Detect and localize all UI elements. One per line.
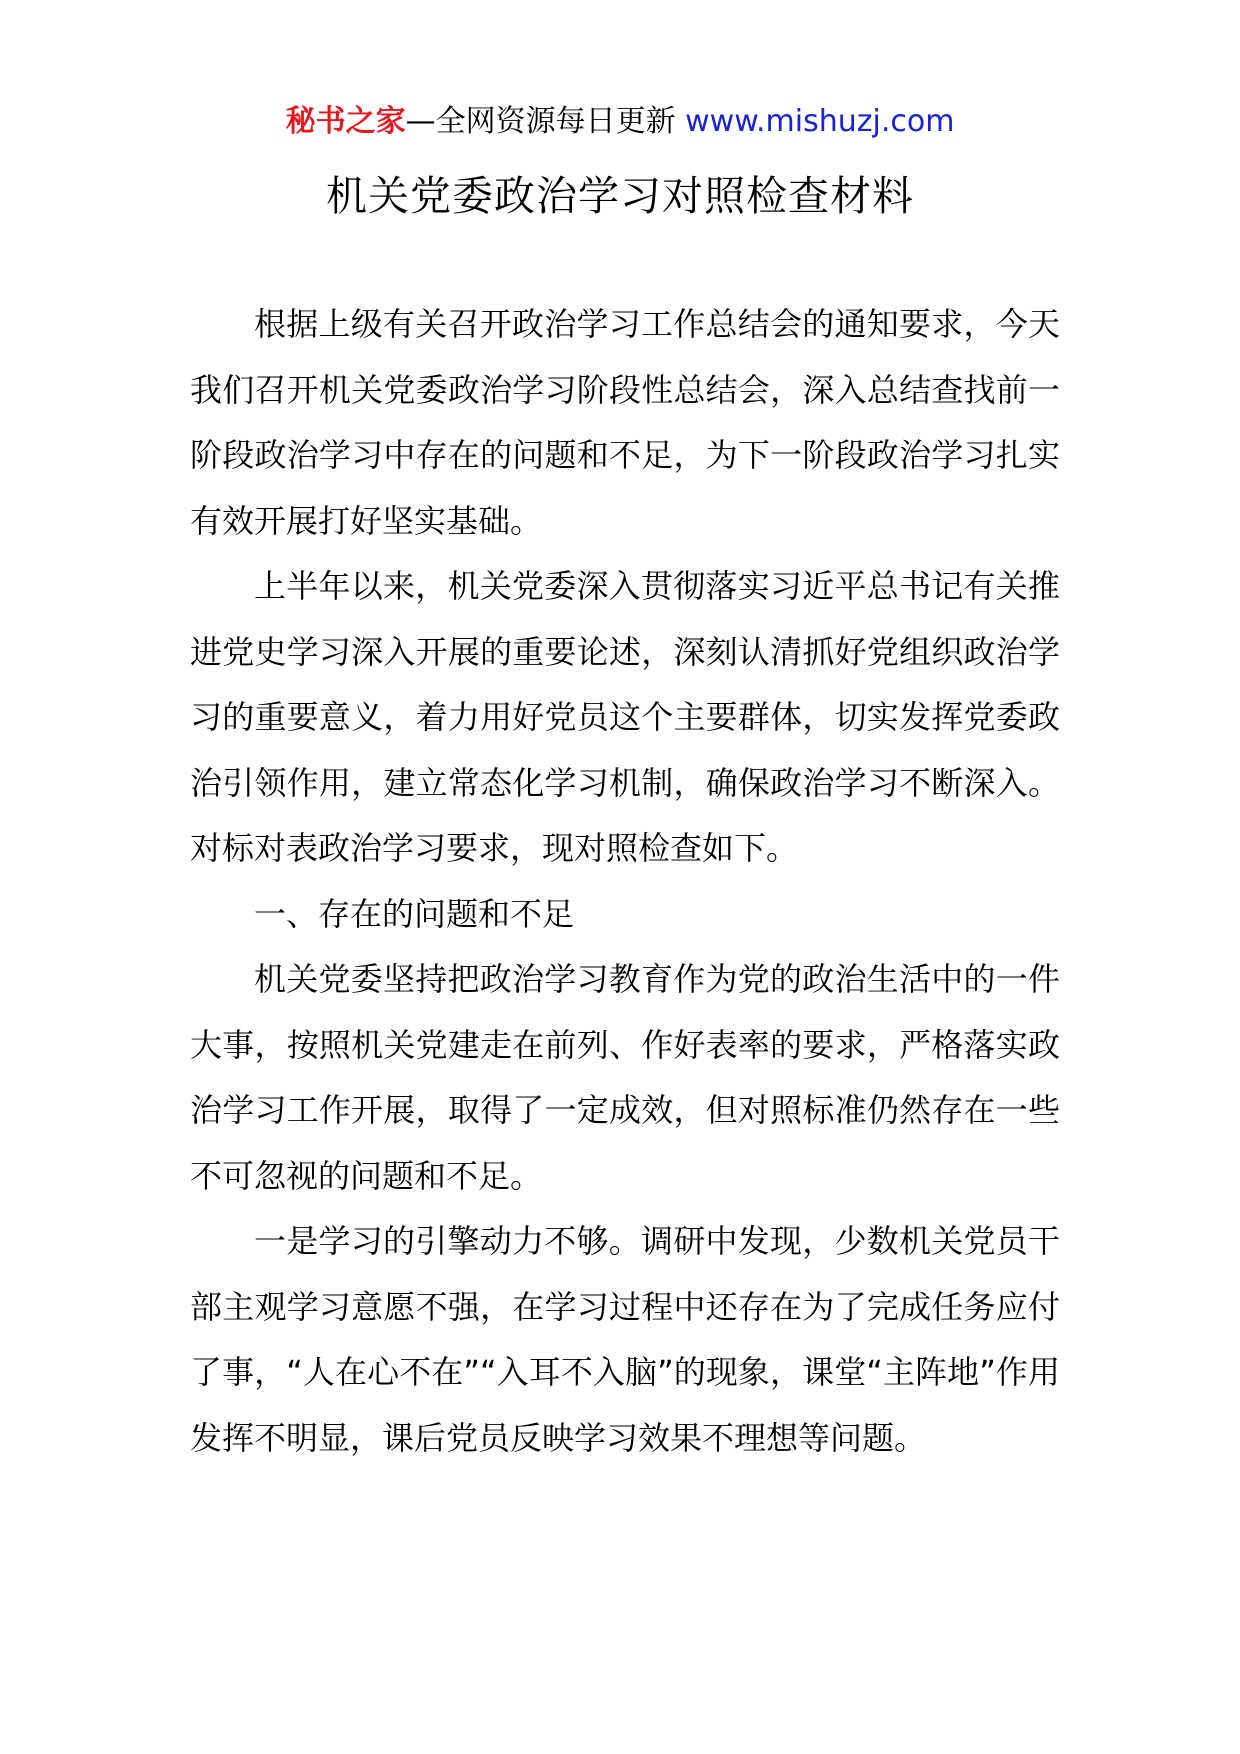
document-title: 机关党委政治学习对照检查材料	[326, 172, 914, 220]
document-body	[190, 292, 1060, 1471]
paragraph-intro: 根据上级有关召开政治学习工作总结会的通知要求，今天我们召开机关党委政治学习阶段性总结会，深入总结查找前一阶段政治学习中存在的问题和不足，为下一阶段政治学习扎实有效开展打好坚实基础。	[190, 305, 1060, 540]
site-url-link[interactable]: www.mishuzj.com	[685, 104, 955, 139]
site-header	[0, 100, 1240, 144]
brand-name: 秘书之家	[285, 104, 406, 139]
paragraph-overview: 上半年以来，机关党委深入贯彻落实习近平总书记有关推进党史学习深入开展的重要论述，深刻认清抓好党组织政治学习的重要意义，着力用好党员这个主要群体，切实发挥党委政治引领作用，建立常态化学习机制，确保政治学习不断深入。对标对表政治学习要求，现对照检查如下。	[190, 567, 1060, 867]
section-heading-problems: 一、存在的问题和不足	[254, 894, 575, 933]
paragraph-problem-one: 一是学习的引擎动力不够。调研中发现，少数机关党员干部主观学习意愿不强，在学习过程中还存在为了完成任务应付了事，“人在心不在”“入耳不入脑”的现象，课堂“主阵地”作用发挥不明显，课后党员反映学习效果不理想等问题。	[190, 1222, 1060, 1457]
header-tagline: —全网资源每日更新	[405, 104, 676, 139]
paragraph-problems-summary: 机关党委坚持把政治学习教育作为党的政治生活中的一件大事，按照机关党建走在前列、作好表率的要求，严格落实政治学习工作开展，取得了一定成效，但对照标准仍然存在一些不可忽视的问题和不足。	[190, 960, 1060, 1195]
